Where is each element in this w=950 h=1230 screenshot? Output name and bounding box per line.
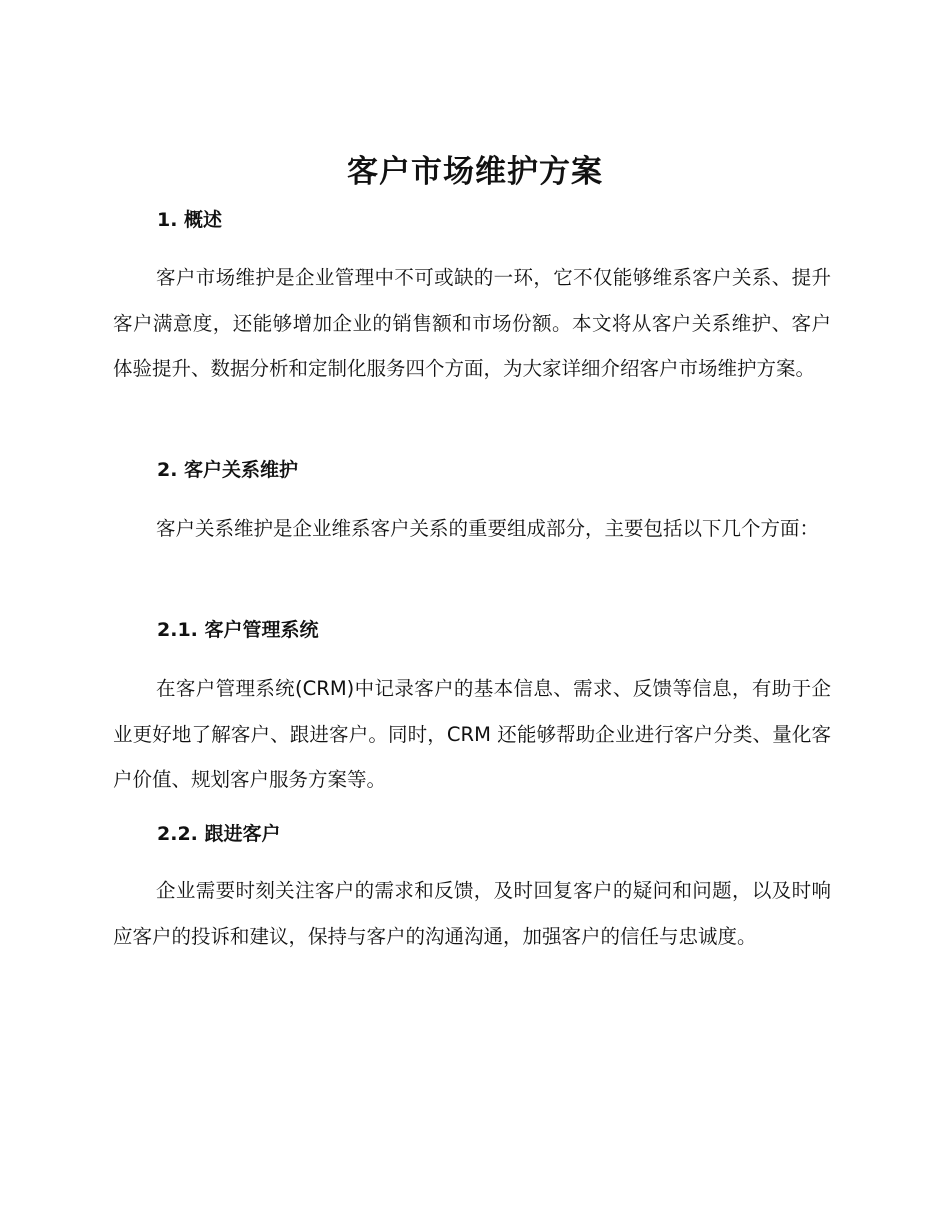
- section-paragraph-overview: 客户市场维护是企业管理中不可或缺的一环，它不仅能够维系客户关系、提升客户满意度，还能够增加企业的销售额和市场份额。本文将从客户关系维护、客户体验提升、数据分析和定制化服务四个方面，为大家详细介绍客户市场维护方案。: [113, 266, 831, 380]
- section-heading-overview: 1. 概述: [157, 209, 223, 231]
- section-heading-crm-system: 2.1. 客户管理系统: [157, 619, 319, 641]
- section-heading-follow-up: 2.2. 跟进客户: [157, 823, 281, 845]
- section-heading-customer-relations: 2. 客户关系维护: [157, 459, 299, 481]
- section-paragraph-customer-relations: 客户关系维护是企业维系客户关系的重要组成部分，主要包括以下几个方面：: [156, 517, 820, 540]
- section-paragraph-follow-up: 企业需要时刻关注客户的需求和反馈，及时回复客户的疑问和问题，以及时响应客户的投诉和建议，保持与客户的沟通沟通，加强客户的信任与忠诚度。: [113, 879, 831, 948]
- section-paragraph-crm-system: 在客户管理系统(CRM)中记录客户的基本信息、需求、反馈等信息，有助于企业更好地了解客户、跟进客户。同时，CRM 还能够帮助企业进行客户分类、量化客户价值、规划客户服务方案等。: [113, 677, 831, 791]
- document-title: 客户市场维护方案: [347, 154, 603, 190]
